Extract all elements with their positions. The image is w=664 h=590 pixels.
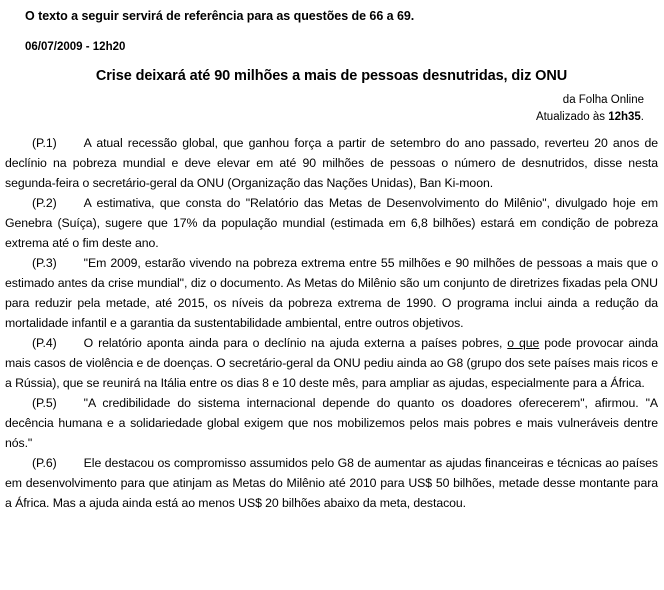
paragraph-text: Ele destacou os compromisso assumidos pelo G8 de aumentar as ajudas financeiras e técnicas ao países em desenvolvimento para que atinjam as Metas do Milênio até 2010 para US$ 50 bilhões, metade desse montante para a África. Mas a ajuda ainda está ao menos US$ 20 bilhões abaixo da meta, destacou.: [5, 456, 658, 510]
paragraph-text: "A credibilidade do sistema internacional depende do quanto os doadores oferecerem", afirmou. "A decência humana e a solidariedade global exigem que nos mobilizemos pelos mais pobres e mais vulneráveis dentre nós.": [5, 396, 658, 450]
paragraph-label: (P.4): [32, 336, 57, 350]
instruction-line: O texto a seguir servirá de referência para as questões de 66 a 69.: [25, 9, 415, 23]
paragraph-text: A estimativa, que consta do "Relatório das Metas de Desenvolvimento do Milênio", divulgado hoje em Genebra (Suíça), sugere que 17% da população mundial (estimada em 6,8 bilhões) estará em condição de pobreza extrema até o fim deste ano.: [5, 196, 658, 250]
paragraph-p3: [5, 253, 658, 333]
byline-source: da Folha Online: [562, 94, 644, 106]
paragraph-p5: [5, 393, 658, 453]
underlined-phrase: o que: [507, 336, 540, 350]
updated-line: [5, 106, 644, 123]
paragraph-text-before-underline: O relatório aponta ainda para o declínio na ajuda externa a países pobres,: [83, 336, 508, 350]
paragraph-p1: [5, 133, 658, 193]
paragraph-p6: [5, 453, 658, 513]
article-headline: Crise deixará até 90 milhões a mais de pessoas desnutridas, diz ONU: [95, 68, 568, 84]
paragraph-label: (P.2): [32, 196, 57, 210]
paragraph-text: "Em 2009, estarão vivendo na pobreza extrema entre 55 milhões e 90 milhões de pessoas a mais que o estimado antes da crise mundial", diz o documento. As Metas do Milênio são um conjunto de diretrizes fixadas pela ONU para reduzir pela metade, até 2015, os níveis da pobreza extrema de 1990. O programa inclui ainda a redução da mortalidade infantil e a garantia da sustentabilidade ambiental, entre outros objetivos.: [5, 256, 658, 330]
publication-datetime: 06/07/2009 - 12h20: [25, 41, 126, 53]
byline-block: [5, 84, 658, 123]
paragraph-p4: [5, 333, 658, 393]
updated-suffix: .: [640, 111, 644, 123]
updated-time: 12h35: [608, 111, 641, 123]
paragraph-text-after-underline: pode provocar ainda mais casos de violência e de doenças. O secretário-geral da ONU pediu ainda ao G8 (grupo dos sete países mais ricos e a Rússia), que se reunirá na Itália entre os dias 8 e 10 deste mês, para ampliar as ajudas, especialmente para a África.: [5, 336, 659, 390]
paragraph-label: (P.3): [32, 256, 57, 270]
paragraph-label: (P.1): [32, 136, 57, 150]
updated-prefix: Atualizado às: [535, 111, 609, 123]
paragraph-p2: [5, 193, 658, 253]
paragraph-label: (P.6): [32, 456, 57, 470]
paragraph-label: (P.5): [32, 396, 57, 410]
paragraph-text: A atual recessão global, que ganhou força a partir de setembro do ano passado, reverteu 20 anos de declínio na pobreza mundial e deve elevar em até 90 milhões de pessoas o número de desnutridos, disse nesta segunda-feira o secretário-geral da ONU (Organização das Nações Unidas), Ban Ki-moon.: [5, 136, 658, 190]
article-body: [5, 123, 658, 513]
